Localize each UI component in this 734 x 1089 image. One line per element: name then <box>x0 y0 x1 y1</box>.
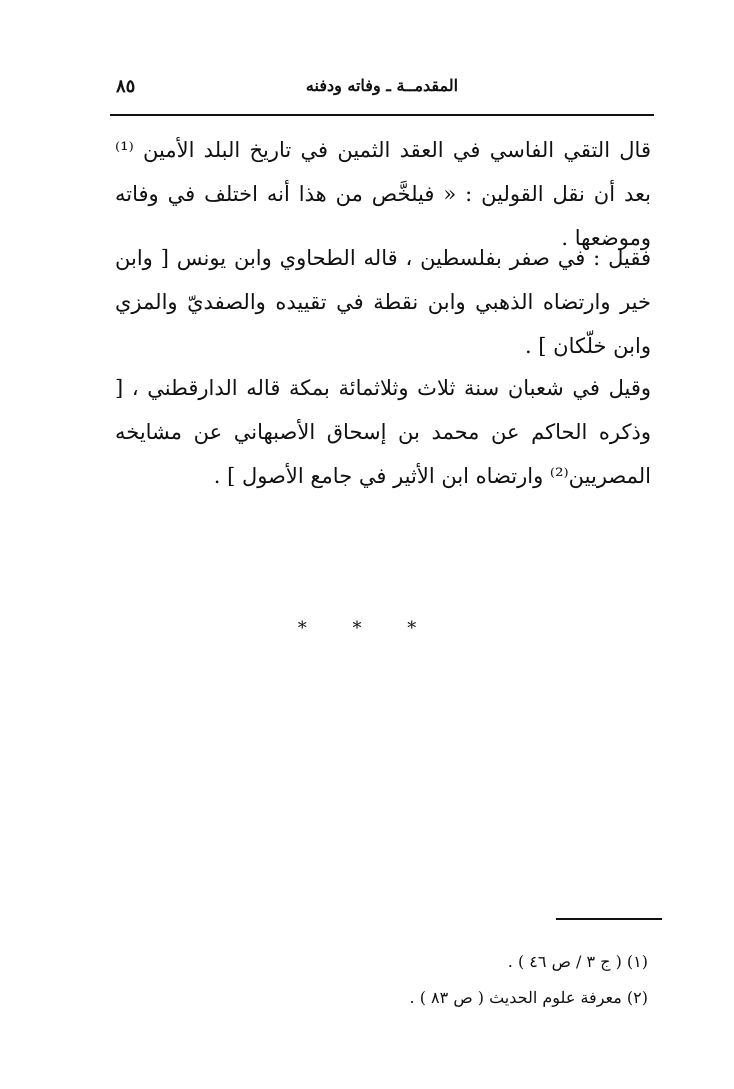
paragraph-text: فقيل : في صفر بفلسطين ، قاله الطحاوي وابن يونس [ وابن خير وارتضاه الذهبي وابن نقطة في تقييده والصفديّ والمزي وابن خلّكان ] . <box>115 246 651 358</box>
main-text-paragraph <box>115 236 651 368</box>
header-rule <box>110 114 654 116</box>
page-number: ٨٥ <box>116 76 136 97</box>
footnote: (٢) معرفة علوم الحديث ( ص ٨٣ ) . <box>409 988 648 1007</box>
paragraph-text: قال التقي الفاسي في العقد الثمين في تاريخ البلد الأمين ⁽¹⁾ بعد أن نقل القولين : « فيلخَّص من هذا أنه اختلف في وفاته وموضعها . <box>115 138 651 250</box>
page-header <box>110 72 654 110</box>
section-separator: * * * <box>297 618 437 639</box>
running-title: المقدمــة ـ وفاته ودفنه <box>305 76 459 95</box>
footnote-rule <box>556 918 662 920</box>
main-text-paragraph <box>115 366 651 498</box>
footnote: (١) ( ج ٣ / ص ٤٦ ) . <box>507 952 648 971</box>
paragraph-text: وقيل في شعبان سنة ثلاث وثلاثمائة بمكة قاله الدارقطني ، [ وذكره الحاكم عن محمد بن إسحاق الأصبهاني عن مشايخه المصريين⁽²⁾ وارتضاه ابن الأثير في جامع الأصول ] . <box>115 376 651 488</box>
footnotes <box>300 944 648 1016</box>
